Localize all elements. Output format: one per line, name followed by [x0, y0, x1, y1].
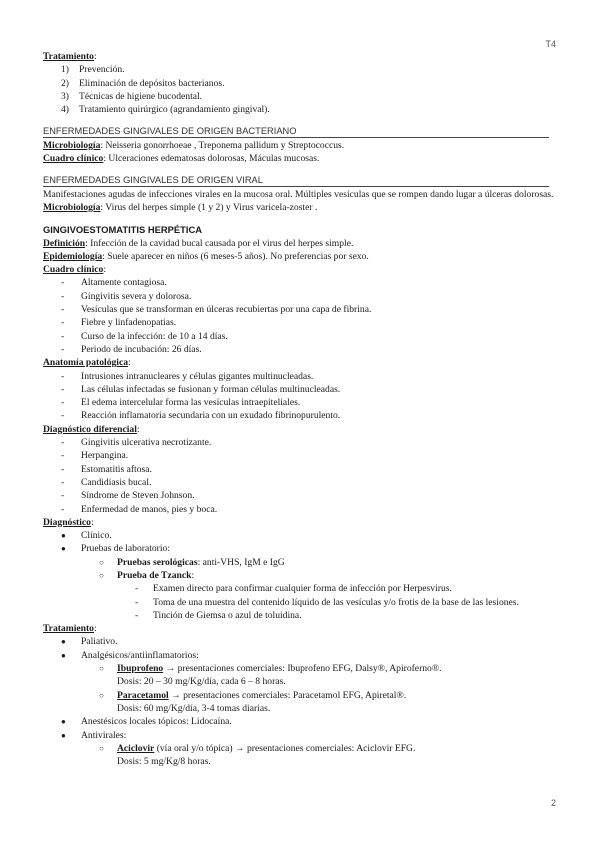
gingivo-dd-heading: Diagnóstico diferencial: [43, 423, 140, 435]
diag-list [43, 529, 557, 556]
list-item: - Gingivitis ulcerativa necrotizante. [61, 437, 212, 449]
list-item: ○ Aciclovir (vía oral y/o tópica) → presentaciones comerciales: Aciclovir EFG. [99, 742, 416, 754]
ibuprofen-dose: Dosis: 20 – 30 mg/Kg/día, cada 6 – 8 horas. [117, 676, 286, 688]
treatment-heading-line: Tratamiento: [43, 51, 97, 62]
list-item: - Gingivitis severa y dolorosa. [61, 290, 192, 302]
list-item: - Reacción inflamatoria secundaria con un exudado fibrinopurulento. [61, 410, 341, 422]
gingivo-clinic-heading: Cuadro clínico: [43, 264, 106, 276]
list-item: - Toma de una muestra del contenido líquido de las vesículas y/o frotis de la base de las lesiones. [135, 596, 519, 608]
list-item: - Vesículas que se transforman en úlceras recubiertas por una capa de fibrina. [61, 304, 372, 316]
list-item: - Tinción de Giemsa o azul de toluidina. [135, 609, 302, 621]
list-item: - Estomatitis aftosa. [61, 463, 152, 475]
list-item: - Altamente contagiosa. [61, 277, 167, 289]
list-item: ○ Prueba de Tzanck: [99, 569, 195, 581]
anat-list [43, 370, 557, 423]
treatment-label: Tratamiento [43, 51, 94, 62]
bacterial-micro: Microbiología: Neisseria gonorrhoeae , Treponema pallidum y Streptococcus. [43, 139, 345, 151]
list-item: 3) Técnicas de higiene bucodental. [61, 90, 203, 102]
list-item: - Enfermedad de manos, pies y boca. [61, 503, 218, 515]
list-item: ● Clínico. [61, 530, 112, 542]
analg-list-2 [43, 689, 557, 702]
list-item: - Intrusiones intranucleares y células gigantes multinucleadas. [61, 370, 314, 382]
treat-list [43, 635, 557, 662]
viral-intro: Manifestaciones agudas de infecciones virales en la mucosa oral. Múltiples vesículas que se rompen dando lugar a úlceras dolorosas. [43, 188, 554, 200]
list-item: ● Anestésicos locales tópicos: Lidocaína. [61, 716, 232, 728]
gingivo-diag-heading: Diagnóstico: [43, 516, 94, 528]
list-item: 4) Tratamiento quirúrgico (agrandamiento gingival). [61, 104, 270, 116]
list-item: - El edema intercelular forma las vesículas intraepiteliales. [61, 397, 301, 409]
list-item: 2) Eliminación de depósitos bacterianos. [61, 77, 225, 89]
paracetamol-dose: Dosis: 60 mg/Kg/día, 3-4 tomas diarias. [117, 702, 271, 714]
gingivo-heading: GINGIVOESTOMATITIS HERPÉTICA [43, 224, 203, 236]
aciclovir-dose: Dosis: 5 mg/Kg/8 horas. [117, 756, 211, 768]
list-item: - Examen directo para confirmar cualquier forma de infección por Herpesvirus. [135, 583, 452, 595]
list-item: - Fiebre y linfadenopatías. [61, 317, 177, 329]
section-heading-viral: ENFERMEDADES GINGIVALES DE ORIGEN VIRAL [43, 174, 549, 187]
analg-list [43, 662, 557, 675]
lab-list [43, 556, 557, 583]
gingivo-definition: Definición: Infección de la cavidad bucal causada por el virus del herpes simple. [43, 237, 354, 249]
dd-list [43, 436, 557, 516]
gingivo-epidemiology: Epidemiología: Suele aparecer en niños (6 meses-5 años). No preferencias por sexo. [43, 250, 369, 262]
list-item: - Síndrome de Steven Johnson. [61, 490, 195, 502]
section-heading-bacterial: ENFERMEDADES GINGIVALES DE ORIGEN BACTERIANO [43, 125, 549, 138]
viral-micro: Microbiología: Virus del herpes simple (1 y 2) y Virus varicela-zoster . [43, 201, 318, 213]
bacterial-clinic: Cuadro clínico: Ulceraciones edematosas dolorosas, Máculas mucosas. [43, 153, 320, 165]
list-item: - Las células infectadas se fusionan y forman células multinucleadas. [61, 383, 341, 395]
list-item: ○ Paracetamol → presentaciones comerciales: Paracetamol EFG, Apiretal®. [99, 689, 407, 701]
treatment-list [43, 63, 557, 116]
antiviral-list [43, 742, 557, 755]
gingivo-treat-heading: Tratamiento: [43, 623, 97, 635]
list-item: - Candidiasis bucal. [61, 476, 152, 488]
list-item: ● Paliativo. [61, 636, 118, 648]
list-item: - Herpangina. [61, 450, 129, 462]
list-item: 1) Prevención. [61, 64, 125, 76]
page-content [43, 50, 557, 768]
header-code: T4 [545, 39, 556, 49]
page-number: 2 [550, 797, 556, 808]
list-item: - Periodo de incubación: 26 días. [61, 343, 202, 355]
tzanck-list [43, 582, 557, 622]
list-item: ● Pruebas de laboratorio: [61, 543, 170, 555]
treat-list-2 [43, 715, 557, 742]
list-item: ● Analgésicos/antiinflamatorios: [61, 649, 199, 661]
gingivo-anat-heading: Anatomía patológica: [43, 357, 131, 369]
list-item: ○ Ibuprofeno → presentaciones comerciales: Ibuprofeno EFG, Dalsy®, Apiroferno®. [99, 663, 442, 675]
list-item: ○ Pruebas serológicas: anti-VHS, IgM e IgG [99, 556, 285, 568]
list-item: - Curso de la infección: de 10 a 14 días. [61, 330, 228, 342]
list-item: ● Antivirales: [61, 729, 127, 741]
clinic-list [43, 276, 557, 356]
